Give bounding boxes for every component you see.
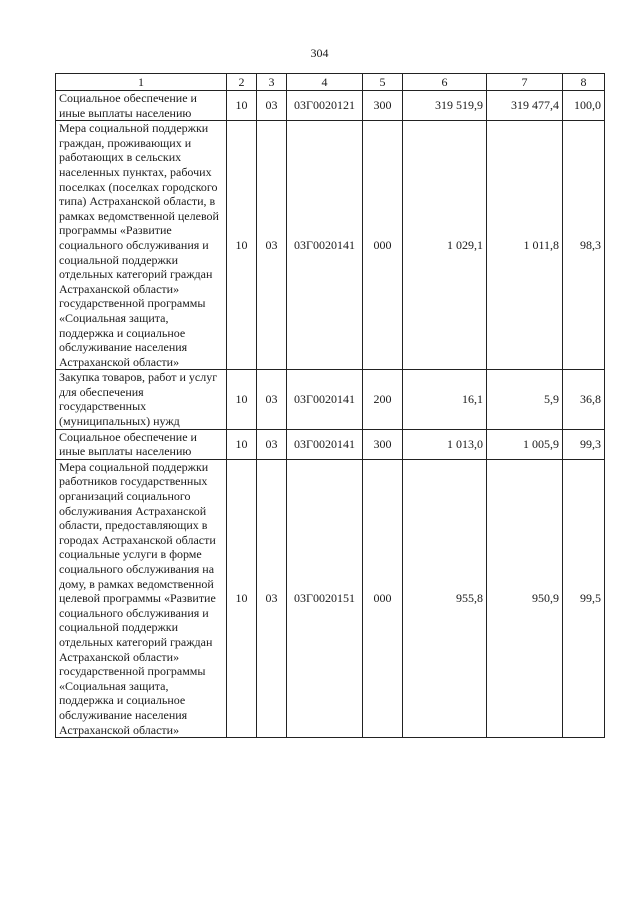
table-row [56,370,605,429]
row-percent: 100,0 [563,91,605,121]
row-percent: 98,3 [563,121,605,370]
row-target-article: 03Г0020141 [287,121,363,370]
row-executed: 1 011,8 [487,121,563,370]
row-executed: 5,9 [487,370,563,429]
row-section: 10 [227,121,257,370]
row-percent: 99,5 [563,459,605,737]
row-planned: 16,1 [403,370,487,429]
header-col-6: 6 [403,74,487,91]
row-executed: 1 005,9 [487,429,563,459]
row-subsection: 03 [257,91,287,121]
table-row [56,121,605,370]
row-expense-type: 300 [363,91,403,121]
row-subsection: 03 [257,121,287,370]
row-name: Мера социальной поддержки граждан, проживающих и работающих в сельских населенных пунктах, рабочих поселках (поселках городского типа) Астраханской области, в рамках ведомственной целевой программы «Развитие социального обслуживания и социальной поддержки отдельных категорий граждан Астраханской области» государственной программы «Социальная защита, поддержка и социальное обслуживание населения Астраханской области» [56,121,227,370]
row-planned: 955,8 [403,459,487,737]
header-col-3: 3 [257,74,287,91]
row-planned: 319 519,9 [403,91,487,121]
row-expense-type: 000 [363,459,403,737]
row-executed: 319 477,4 [487,91,563,121]
row-name: Закупка товаров, работ и услуг для обеспечения государственных (муниципальных) нужд [56,370,227,429]
header-col-4: 4 [287,74,363,91]
row-section: 10 [227,459,257,737]
row-section: 10 [227,429,257,459]
row-expense-type: 300 [363,429,403,459]
row-subsection: 03 [257,429,287,459]
row-target-article: 03Г0020121 [287,91,363,121]
row-percent: 99,3 [563,429,605,459]
row-executed: 950,9 [487,459,563,737]
row-planned: 1 029,1 [403,121,487,370]
row-section: 10 [227,91,257,121]
table-header [56,74,605,91]
row-subsection: 03 [257,370,287,429]
row-target-article: 03Г0020141 [287,429,363,459]
row-name: Социальное обеспечение и иные выплаты населению [56,91,227,121]
row-name: Мера социальной поддержки работников государственных организаций социального обслуживания Астраханской области, предоставляющих в городах Астраханской области социальные услуги в форме социального обслуживания на дому, в рамках ведомственной целевой программы «Развитие социального обслуживания и социальной поддержки отдельных категорий граждан Астраханской области» государственной программы «Социальная защита, поддержка и социальное обслуживание населения Астраханской области» [56,459,227,737]
row-subsection: 03 [257,459,287,737]
row-name: Социальное обеспечение и иные выплаты населению [56,429,227,459]
budget-table [55,73,605,738]
header-col-5: 5 [363,74,403,91]
row-target-article: 03Г0020141 [287,370,363,429]
table-row [56,459,605,737]
table-body [56,91,605,738]
header-row [56,74,605,91]
row-planned: 1 013,0 [403,429,487,459]
row-percent: 36,8 [563,370,605,429]
header-col-1: 1 [56,74,227,91]
row-target-article: 03Г0020151 [287,459,363,737]
header-col-2: 2 [227,74,257,91]
row-section: 10 [227,370,257,429]
page-number: 304 [310,46,329,60]
header-col-8: 8 [563,74,605,91]
header-col-7: 7 [487,74,563,91]
table-row [56,91,605,121]
row-expense-type: 000 [363,121,403,370]
row-expense-type: 200 [363,370,403,429]
table-row [56,429,605,459]
